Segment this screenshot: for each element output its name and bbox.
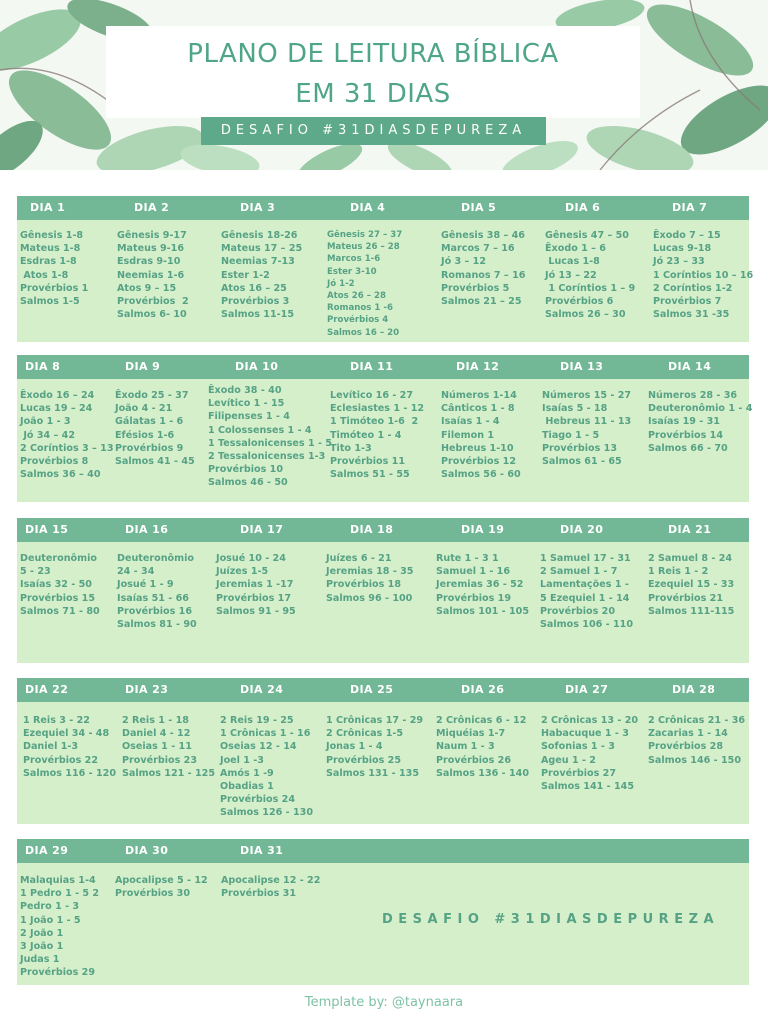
day-label: DIA 23 bbox=[125, 683, 169, 696]
day-label: DIA 8 bbox=[25, 360, 61, 373]
day-label: DIA 19 bbox=[461, 523, 505, 536]
day-readings: Números 28 - 36 Deuteronômio 1 - 4 Isaías 19 - 31 Provérbios 14 Salmos 66 - 70 bbox=[648, 390, 753, 454]
day-readings: Gênesis 47 – 50 Êxodo 1 – 6 Lucas 1-8 Jó 13 – 22 1 Coríntios 1 – 9 Provérbios 6 Salmos 26 – 30 bbox=[545, 230, 636, 321]
day-label: DIA 30 bbox=[125, 844, 169, 857]
challenge-tag-bottom: DESAFIO #31DIASDEPUREZA bbox=[382, 912, 720, 927]
week-header-1 bbox=[17, 196, 749, 220]
day-label: DIA 6 bbox=[565, 201, 601, 214]
day-label: DIA 15 bbox=[25, 523, 69, 536]
week-row-2 bbox=[17, 355, 753, 502]
week-header-5 bbox=[17, 839, 749, 863]
day-label: DIA 7 bbox=[672, 201, 708, 214]
day-readings: 1 Samuel 17 - 31 2 Samuel 1 - 7 Lamentações 1 - 5 Ezequiel 1 - 14 Provérbios 20 Salmos 106 - 110 bbox=[540, 553, 634, 631]
day-label: DIA 2 bbox=[134, 201, 170, 214]
day-readings: Êxodo 16 – 24 Lucas 19 – 24 João 1 - 3 Jó 34 – 42 2 Coríntios 3 – 13 Provérbios 8 Salmos 36 – 40 bbox=[20, 390, 114, 481]
day-label: DIA 1 bbox=[30, 201, 66, 214]
day-label: DIA 16 bbox=[125, 523, 169, 536]
day-label: DIA 28 bbox=[672, 683, 716, 696]
week-header-3 bbox=[17, 518, 749, 542]
template-credit: Template by: @taynaara bbox=[304, 995, 464, 1010]
week-row-4 bbox=[17, 678, 749, 824]
day-label: DIA 31 bbox=[240, 844, 284, 857]
day-label: DIA 25 bbox=[350, 683, 394, 696]
day-readings: Gênesis 38 – 46 Marcos 7 – 16 Jó 3 – 12 Romanos 7 – 16 Provérbios 5 Salmos 21 – 25 bbox=[441, 230, 526, 308]
day-label: DIA 14 bbox=[668, 360, 712, 373]
day-readings: 2 Reis 1 - 18 Daniel 4 - 12 Oseias 1 - 11 Provérbios 23 Salmos 121 - 125 bbox=[122, 715, 216, 779]
day-readings: Deuteronômio 5 - 23 Isaías 32 - 50 Provérbios 15 Salmos 71 - 80 bbox=[20, 553, 100, 617]
page-title-line-1: PLANO DE LEITURA BÍBLICA bbox=[187, 39, 559, 69]
week-header-4 bbox=[17, 678, 749, 702]
day-readings: Malaquias 1-4 1 Pedro 1 - 5 2 Pedro 1 - 3 1 João 1 - 5 2 João 1 3 João 1 Judas 1 Provérbios 29 bbox=[20, 875, 100, 979]
day-label: DIA 10 bbox=[235, 360, 279, 373]
day-readings: Números 15 - 27 Isaías 5 - 18 Hebreus 11 - 13 Tiago 1 - 5 Provérbios 13 Salmos 61 - 65 bbox=[542, 390, 632, 468]
day-readings: Êxodo 25 - 37 João 4 - 21 Gálatas 1 - 6 Efésios 1-6 Provérbios 9 Salmos 41 - 45 bbox=[115, 390, 195, 468]
day-label: DIA 5 bbox=[461, 201, 497, 214]
day-label: DIA 20 bbox=[560, 523, 604, 536]
day-label: DIA 26 bbox=[461, 683, 505, 696]
day-readings: Gênesis 1-8 Mateus 1-8 Esdras 1-8 Atos 1-8 Provérbios 1 Salmos 1-5 bbox=[20, 230, 89, 308]
day-readings: Levítico 16 - 27 Eclesiastes 1 - 12 1 Timóteo 1-6 2 Timóteo 1 - 4 Tito 1-3 Provérbios 11 Salmos 51 - 55 bbox=[330, 390, 425, 481]
day-label: DIA 13 bbox=[560, 360, 604, 373]
day-readings: 1 Reis 3 - 22 Ezequiel 34 - 48 Daniel 1-3 Provérbios 22 Salmos 116 - 120 bbox=[23, 715, 117, 779]
day-readings: 2 Crônicas 13 - 20 Habacuque 1 - 3 Sofonias 1 - 3 Ageu 1 - 2 Provérbios 27 Salmos 141 - 145 bbox=[541, 715, 639, 793]
day-label: DIA 22 bbox=[25, 683, 69, 696]
day-readings: Gênesis 18-26 Mateus 17 – 25 Neemias 7-13 Ester 1-2 Atos 16 – 25 Provérbios 3 Salmos 11-15 bbox=[221, 230, 303, 321]
day-readings: 2 Crônicas 6 - 12 Miquéias 1-7 Naum 1 - 3 Provérbios 26 Salmos 136 - 140 bbox=[436, 715, 530, 779]
day-label: DIA 21 bbox=[668, 523, 712, 536]
day-readings: Josué 10 - 24 Juízes 1-5 Jeremias 1 -17 Provérbios 17 Salmos 91 - 95 bbox=[216, 553, 296, 617]
day-label: DIA 12 bbox=[456, 360, 500, 373]
week-row-3 bbox=[17, 518, 749, 663]
day-readings: Deuteronômio 24 - 34 Josué 1 - 9 Isaías 51 - 66 Provérbios 16 Salmos 81 - 90 bbox=[117, 553, 197, 631]
week-row-1 bbox=[17, 196, 754, 342]
day-readings: Êxodo 7 – 15 Lucas 9-18 Jó 23 – 33 1 Coríntios 10 – 16 2 Coríntios 1-2 Provérbios 7 Salmos 31 -35 bbox=[653, 230, 754, 321]
day-readings: Números 1-14 Cânticos 1 - 8 Isaías 1 - 4 Filemon 1 Hebreus 1-10 Provérbios 12 Salmos 56 - 60 bbox=[441, 390, 521, 481]
day-label: DIA 9 bbox=[125, 360, 161, 373]
day-readings: 1 Crônicas 17 - 29 2 Crônicas 1-5 Jonas 1 - 4 Provérbios 25 Salmos 131 - 135 bbox=[326, 715, 424, 779]
week-header-2 bbox=[17, 355, 749, 379]
day-readings: 2 Samuel 8 - 24 1 Reis 1 - 2 Ezequiel 15 - 33 Provérbios 21 Salmos 111-115 bbox=[648, 553, 735, 617]
day-label: DIA 24 bbox=[240, 683, 284, 696]
day-readings: 2 Crônicas 21 - 36 Zacarias 1 - 14 Provérbios 28 Salmos 146 - 150 bbox=[648, 715, 746, 766]
day-readings: Êxodo 38 - 40 Levítico 1 - 15 Filipenses 1 - 4 1 Colossenses 1 - 4 1 Tessalonicenses 1 - 5 2 Tessalonicenses 1-3 Provérbios 10 Salmos 46 - 50 bbox=[208, 385, 332, 489]
day-readings: Apocalipse 12 - 22 Provérbios 31 bbox=[221, 875, 321, 900]
day-readings: Apocalipse 5 - 12 Provérbios 30 bbox=[115, 875, 208, 900]
day-label: DIA 11 bbox=[350, 360, 394, 373]
day-readings: Juízes 6 - 21 Jeremias 18 - 35 Provérbios 18 Salmos 96 - 100 bbox=[326, 553, 414, 604]
day-readings: Gênesis 27 – 37 Mateus 26 – 28 Marcos 1-6 Ester 3-10 Jó 1-2 Atos 26 – 28 Romanos 1 -6 Provérbios 4 Salmos 16 – 20 bbox=[327, 230, 403, 338]
day-label: DIA 29 bbox=[25, 844, 69, 857]
day-label: DIA 3 bbox=[240, 201, 276, 214]
challenge-tag: DESAFIO #31DIASDEPUREZA bbox=[201, 117, 546, 145]
day-label: DIA 18 bbox=[350, 523, 394, 536]
day-readings: Rute 1 - 3 1 Samuel 1 - 16 Jeremias 36 - 52 Provérbios 19 Salmos 101 - 105 bbox=[436, 553, 530, 617]
day-label: DIA 4 bbox=[350, 201, 386, 214]
day-label: DIA 17 bbox=[240, 523, 284, 536]
page-title-line-2: EM 31 DIAS bbox=[295, 79, 451, 109]
day-readings: Gênesis 9-17 Mateus 9-16 Esdras 9-10 Neemias 1-6 Atos 9 – 15 Provérbios 2 Salmos 6- 10 bbox=[117, 230, 189, 321]
title-panel bbox=[106, 26, 640, 118]
day-label: DIA 27 bbox=[565, 683, 609, 696]
day-readings: 2 Reis 19 - 25 1 Crônicas 1 - 16 Oseias 12 - 14 Joel 1 -3 Amós 1 -9 Obadias 1 Provérbios 24 Salmos 126 - 130 bbox=[220, 715, 314, 819]
